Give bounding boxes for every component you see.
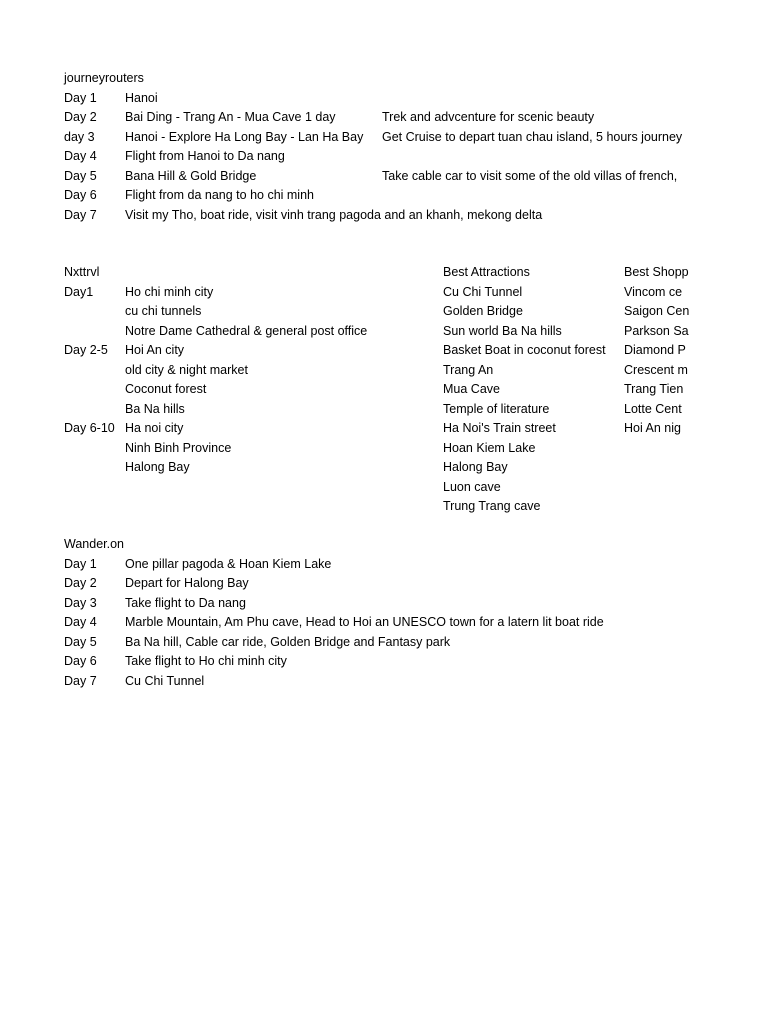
- nxttrvl-shopping: Diamond P: [624, 343, 686, 357]
- nxttrvl-attraction: Trung Trang cave: [443, 499, 541, 513]
- nxttrvl-shopping: Parkson Sa: [624, 323, 689, 338]
- journeyrouters-day-3: day 3: [64, 129, 95, 144]
- wanderon-plan-7: Cu Chi Tunnel: [125, 673, 205, 688]
- nxttrvl-attraction: Golden Bridge: [443, 304, 523, 318]
- journeyrouters-plan-4: Flight from Hanoi to Da nang: [125, 149, 285, 163]
- nxttrvl-attraction: Hoan Kiem Lake: [443, 440, 536, 455]
- nxttrvl-shopping: Vincom ce: [624, 284, 683, 299]
- nxttrvl-day: Day1: [64, 284, 94, 299]
- nxttrvl-shopping: Hoi An nig: [624, 421, 681, 435]
- journeyrouters-note-5: Take cable car to visit some of the old villas of french,: [382, 168, 678, 183]
- wanderon-plan-3: Take flight to Da nang: [125, 595, 246, 610]
- journeyrouters-plan-6: Flight from da nang to ho chi minh: [125, 188, 314, 202]
- wanderon-plan-5: Ba Na hill, Cable car ride, Golden Bridge and Fantasy park: [125, 634, 451, 649]
- nxttrvl-day: Day 6-10: [64, 421, 115, 435]
- nxttrvl-attraction: Halong Bay: [443, 460, 508, 474]
- wanderon-plan-2: Depart for Halong Bay: [125, 576, 249, 590]
- wanderon-plan-6: Take flight to Ho chi minh city: [125, 654, 287, 668]
- nxttrvl-shopping: Crescent m: [624, 362, 688, 377]
- nxttrvl-plan: Coconut forest: [125, 382, 207, 396]
- nxttrvl-attraction: Temple of literature: [443, 401, 550, 416]
- nxttrvl-attraction: Mua Cave: [443, 382, 500, 396]
- nxttrvl-plan: Ho chi minh city: [125, 284, 214, 299]
- nxttrvl-plan: Notre Dame Cathedral & general post office: [125, 323, 368, 338]
- wanderon-day-7: Day 7: [64, 673, 97, 688]
- nxttrvl-attraction: Ha Noi's Train street: [443, 421, 556, 435]
- journeyrouters-title: journeyrouters: [64, 71, 144, 85]
- nxttrvl-attraction: Cu Chi Tunnel: [443, 284, 523, 299]
- nxttrvl-shopping: Lotte Cent: [624, 401, 682, 416]
- nxttrvl-day: Day 2-5: [64, 343, 108, 357]
- wanderon-day-1: Day 1: [64, 556, 97, 571]
- journeyrouters-note-3: Get Cruise to depart tuan chau island, 5 hours journey: [382, 129, 683, 144]
- nxttrvl-attraction: Sun world Ba Na hills: [443, 323, 562, 338]
- nxttrvl-plan: Halong Bay: [125, 460, 190, 474]
- journeyrouters-day-1: Day 1: [64, 90, 97, 105]
- wanderon-plan-1: One pillar pagoda & Hoan Kiem Lake: [125, 556, 332, 571]
- journeyrouters-plan-2: Bai Ding - Trang An - Mua Cave 1 day: [125, 110, 336, 124]
- journeyrouters-plan-7: Visit my Tho, boat ride, visit vinh trang pagoda and an khanh, mekong delta: [125, 207, 543, 222]
- nxttrvl-attraction: Luon cave: [443, 479, 501, 494]
- wanderon-day-6: Day 6: [64, 654, 97, 668]
- nxttrvl-plan: Ha noi city: [125, 421, 184, 435]
- nxttrvl-shopping: Saigon Cen: [624, 304, 690, 318]
- nxttrvl-plan: cu chi tunnels: [125, 304, 202, 318]
- wanderon-day-3: Day 3: [64, 595, 97, 610]
- nxttrvl-attraction: Trang An: [443, 362, 494, 377]
- journeyrouters-note-2: Trek and advcenture for scenic beauty: [382, 110, 595, 124]
- wanderon-day-4: Day 4: [64, 615, 97, 629]
- journeyrouters-day-4: Day 4: [64, 149, 97, 163]
- journeyrouters-day-5: Day 5: [64, 168, 97, 183]
- journeyrouters-day-2: Day 2: [64, 110, 97, 124]
- journeyrouters-plan-3: Hanoi - Explore Ha Long Bay - Lan Ha Bay: [125, 129, 364, 144]
- nxttrvl-plan: Ninh Binh Province: [125, 440, 232, 455]
- nxttrvl-shopping-header: Best Shopp: [624, 265, 689, 279]
- journeyrouters-plan-5: Bana Hill & Gold Bridge: [125, 168, 257, 183]
- wanderon-day-2: Day 2: [64, 576, 97, 590]
- nxttrvl-plan: old city & night market: [125, 362, 248, 377]
- nxttrvl-plan: Hoi An city: [125, 343, 185, 357]
- journeyrouters-plan-1: Hanoi: [125, 90, 158, 105]
- wanderon-title: Wander.on: [64, 537, 124, 551]
- journeyrouters-day-6: Day 6: [64, 188, 97, 202]
- wanderon-plan-4: Marble Mountain, Am Phu cave, Head to Hoi an UNESCO town for a latern lit boat ride: [125, 615, 604, 629]
- journeyrouters-day-7: Day 7: [64, 207, 97, 222]
- nxttrvl-attraction: Basket Boat in coconut forest: [443, 343, 606, 357]
- nxttrvl-plan: Ba Na hills: [125, 401, 185, 416]
- nxttrvl-title: Nxttrvl: [64, 265, 100, 279]
- wanderon-day-5: Day 5: [64, 634, 97, 649]
- nxttrvl-attractions-header: Best Attractions: [443, 265, 530, 279]
- nxttrvl-shopping: Trang Tien: [624, 382, 684, 396]
